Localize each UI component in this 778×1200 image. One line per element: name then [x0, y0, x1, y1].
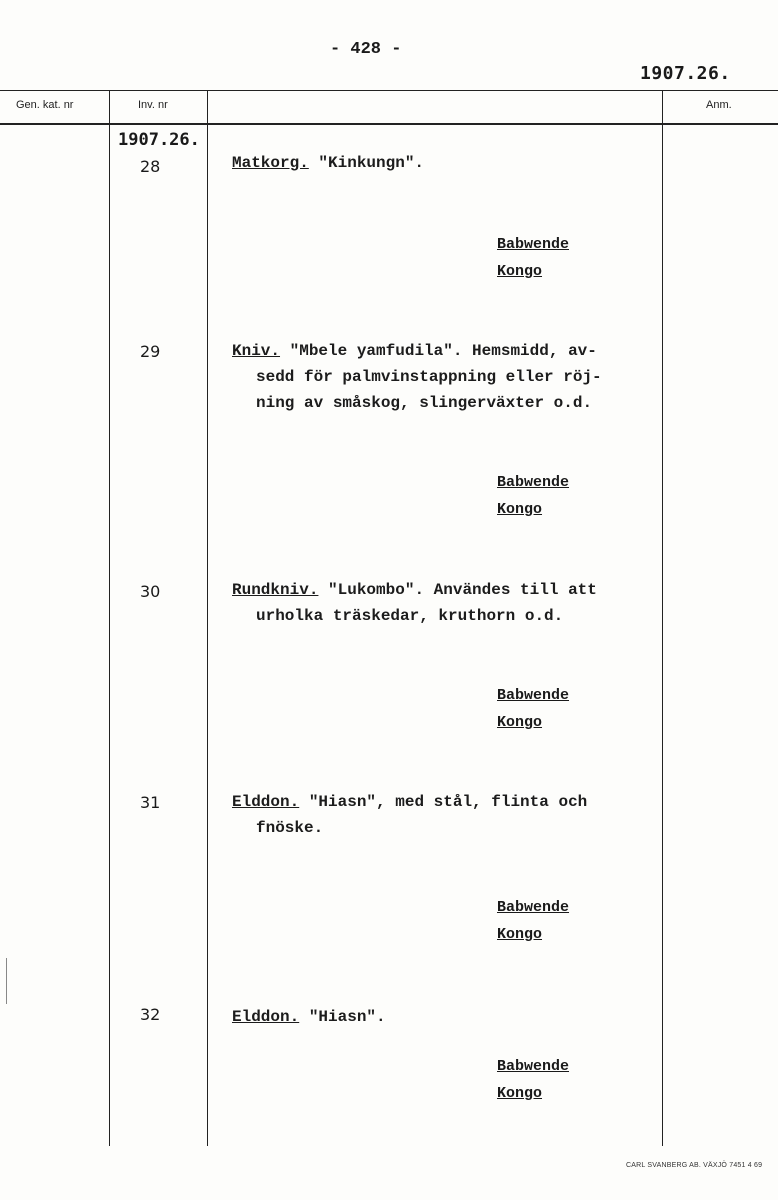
- origin-region: Kongo: [497, 714, 543, 731]
- entry-text-line: urholka träskedar, kruthorn o.d.: [256, 607, 564, 625]
- entry-description: [232, 338, 657, 416]
- item-name: Elddon.: [232, 793, 300, 811]
- column-divider-gen-inv: [109, 90, 110, 1146]
- origin-people: Babwende: [497, 1058, 570, 1075]
- margin-mark: [6, 958, 7, 1004]
- column-header-anm: Anm.: [706, 99, 732, 111]
- entry-description: [232, 150, 657, 176]
- origin-note: [497, 894, 569, 948]
- origin-region: Kongo: [497, 1085, 543, 1102]
- entry-description: [232, 577, 657, 629]
- origin-people: Babwende: [497, 687, 570, 704]
- entry-description: [232, 1004, 657, 1030]
- column-header-gen-kat-nr: Gen. kat. nr: [16, 99, 74, 111]
- origin-people: Babwende: [497, 899, 570, 916]
- column-divider-description-anm: [662, 90, 663, 1146]
- origin-note: [497, 231, 569, 285]
- column-divider-inv-description: [207, 90, 208, 1146]
- entry-text-line: "Hiasn".: [299, 1008, 386, 1026]
- entry-text-line: fnöske.: [256, 819, 324, 837]
- origin-note: [497, 1053, 569, 1107]
- entry-text-line: "Lukombo". Användes till att: [318, 581, 597, 599]
- column-header-inv-nr: Inv. nr: [138, 99, 168, 111]
- inv-number: 30: [140, 582, 161, 601]
- inv-number: 28: [140, 157, 161, 176]
- item-name: Elddon.: [232, 1008, 300, 1026]
- page-number: - 428 -: [330, 40, 402, 59]
- entry-description: [232, 789, 657, 841]
- printer-imprint: CARL SVANBERG AB. VÄXJÖ 7451 4 69: [626, 1162, 763, 1169]
- entry-text-line: "Mbele yamfudila". Hemsmidd, av-: [280, 342, 597, 360]
- group-id: 1907.26.: [118, 130, 200, 150]
- inv-number: 31: [140, 793, 161, 812]
- inv-number: 29: [140, 342, 161, 361]
- origin-note: [497, 682, 569, 736]
- item-name: Rundkniv.: [232, 581, 319, 599]
- entry-text-line: "Kinkungn".: [308, 154, 425, 172]
- origin-people: Babwende: [497, 474, 570, 491]
- inv-number: 32: [140, 1005, 161, 1024]
- origin-note: [497, 469, 569, 523]
- origin-people: Babwende: [497, 236, 570, 253]
- entry-text-line: sedd för palmvinstappning eller röj-: [256, 368, 602, 386]
- origin-region: Kongo: [497, 263, 543, 280]
- entry-text-line: "Hiasn", med stål, flinta och: [299, 793, 588, 811]
- item-name: Matkorg.: [232, 154, 309, 172]
- origin-region: Kongo: [497, 926, 543, 943]
- catalog-heading: 1907.26.: [640, 63, 731, 84]
- origin-region: Kongo: [497, 501, 543, 518]
- entry-text-line: ning av småskog, slingerväxter o.d.: [256, 394, 593, 412]
- item-name: Kniv.: [232, 342, 281, 360]
